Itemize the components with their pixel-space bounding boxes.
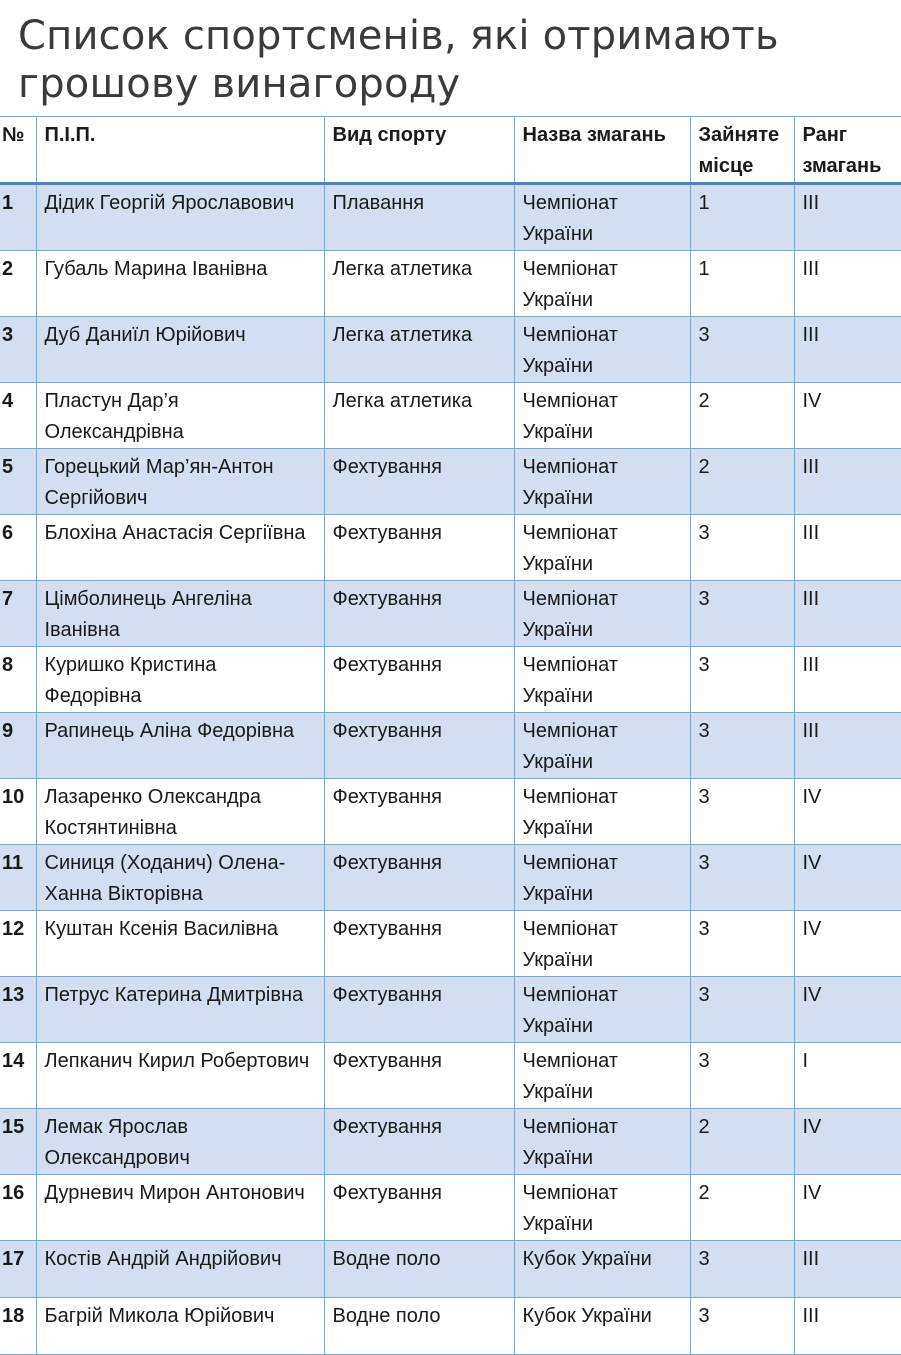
cell-name: Блохіна Анастасія Сергіївна xyxy=(36,515,324,581)
cell-sport: Фехтування xyxy=(324,779,514,845)
cell-name: Костів Андрій Андрійович xyxy=(36,1241,324,1298)
cell-competition: Кубок України xyxy=(514,1241,690,1298)
cell-competition: Чемпіонат України xyxy=(514,779,690,845)
cell-sport: Легка атлетика xyxy=(324,317,514,383)
table-row xyxy=(0,581,901,647)
cell-competition: Кубок України xyxy=(514,1298,690,1355)
cell-sport: Фехтування xyxy=(324,647,514,713)
cell-number: 14 xyxy=(0,1043,36,1109)
cell-number: 13 xyxy=(0,977,36,1043)
cell-competition: Чемпіонат України xyxy=(514,647,690,713)
column-header-competition: Назва змагань xyxy=(514,117,690,184)
cell-place: 3 xyxy=(690,317,794,383)
table-row xyxy=(0,515,901,581)
cell-place: 3 xyxy=(690,779,794,845)
cell-name: Петрус Катерина Дмитрівна xyxy=(36,977,324,1043)
cell-competition: Чемпіонат України xyxy=(514,1043,690,1109)
cell-name: Пластун Дар’я Олександрівна xyxy=(36,383,324,449)
cell-sport: Легка атлетика xyxy=(324,251,514,317)
cell-rank: III xyxy=(794,581,901,647)
cell-place: 3 xyxy=(690,911,794,977)
cell-number: 5 xyxy=(0,449,36,515)
cell-competition: Чемпіонат України xyxy=(514,977,690,1043)
cell-place: 2 xyxy=(690,1175,794,1241)
cell-rank: III xyxy=(794,1298,901,1355)
cell-number: 2 xyxy=(0,251,36,317)
table-row xyxy=(0,1298,901,1355)
cell-name: Багрій Микола Юрійович xyxy=(36,1298,324,1355)
cell-place: 3 xyxy=(690,713,794,779)
cell-number: 15 xyxy=(0,1109,36,1175)
column-header-place: Зайняте місце xyxy=(690,117,794,184)
cell-rank: I xyxy=(794,1043,901,1109)
cell-place: 3 xyxy=(690,515,794,581)
table-row xyxy=(0,845,901,911)
cell-name: Дуб Даниїл Юрійович xyxy=(36,317,324,383)
column-header-number: № xyxy=(0,117,36,184)
athletes-table xyxy=(0,116,901,1355)
cell-place: 3 xyxy=(690,977,794,1043)
cell-rank: III xyxy=(794,317,901,383)
table-body xyxy=(0,184,901,1355)
cell-rank: IV xyxy=(794,911,901,977)
cell-competition: Чемпіонат України xyxy=(514,581,690,647)
cell-name: Дурневич Мирон Антонович xyxy=(36,1175,324,1241)
cell-name: Цімболинець Ангеліна Іванівна xyxy=(36,581,324,647)
cell-number: 18 xyxy=(0,1298,36,1355)
cell-place: 3 xyxy=(690,1043,794,1109)
cell-name: Дідик Георгій Ярославович xyxy=(36,184,324,251)
cell-rank: IV xyxy=(794,383,901,449)
column-header-sport: Вид спорту xyxy=(324,117,514,184)
cell-competition: Чемпіонат України xyxy=(514,449,690,515)
table-row xyxy=(0,779,901,845)
cell-place: 3 xyxy=(690,647,794,713)
cell-name: Лемак Ярослав Олександрович xyxy=(36,1109,324,1175)
cell-name: Горецький Мар’ян-Антон Сергійович xyxy=(36,449,324,515)
cell-number: 3 xyxy=(0,317,36,383)
cell-sport: Фехтування xyxy=(324,713,514,779)
table-row xyxy=(0,911,901,977)
cell-number: 11 xyxy=(0,845,36,911)
cell-competition: Чемпіонат України xyxy=(514,713,690,779)
cell-sport: Фехтування xyxy=(324,1109,514,1175)
cell-competition: Чемпіонат України xyxy=(514,515,690,581)
cell-sport: Плавання xyxy=(324,184,514,251)
cell-sport: Фехтування xyxy=(324,911,514,977)
cell-place: 2 xyxy=(690,1109,794,1175)
cell-number: 16 xyxy=(0,1175,36,1241)
cell-sport: Водне поло xyxy=(324,1241,514,1298)
cell-number: 4 xyxy=(0,383,36,449)
cell-sport: Фехтування xyxy=(324,845,514,911)
cell-number: 9 xyxy=(0,713,36,779)
cell-place: 3 xyxy=(690,1241,794,1298)
cell-name: Губаль Марина Іванівна xyxy=(36,251,324,317)
table-row xyxy=(0,184,901,251)
cell-place: 1 xyxy=(690,184,794,251)
cell-place: 3 xyxy=(690,1298,794,1355)
cell-name: Куштан Ксенія Василівна xyxy=(36,911,324,977)
cell-name: Лазаренко Олександра Костянтинівна xyxy=(36,779,324,845)
cell-name: Рапинець Аліна Федорівна xyxy=(36,713,324,779)
cell-competition: Чемпіонат України xyxy=(514,383,690,449)
cell-rank: III xyxy=(794,713,901,779)
table-row xyxy=(0,317,901,383)
cell-rank: IV xyxy=(794,977,901,1043)
table-row xyxy=(0,1175,901,1241)
cell-sport: Фехтування xyxy=(324,1043,514,1109)
table-row xyxy=(0,383,901,449)
cell-number: 17 xyxy=(0,1241,36,1298)
column-header-rank: Ранг змагань xyxy=(794,117,901,184)
cell-sport: Фехтування xyxy=(324,1175,514,1241)
cell-competition: Чемпіонат України xyxy=(514,1175,690,1241)
cell-sport: Фехтування xyxy=(324,515,514,581)
cell-place: 1 xyxy=(690,251,794,317)
page-title: Список спортсменів, які отримають грошову винагороду xyxy=(18,13,779,107)
table-row xyxy=(0,1043,901,1109)
cell-rank: III xyxy=(794,1241,901,1298)
table-row xyxy=(0,449,901,515)
cell-rank: III xyxy=(794,515,901,581)
cell-place: 3 xyxy=(690,581,794,647)
cell-competition: Чемпіонат України xyxy=(514,1109,690,1175)
cell-number: 8 xyxy=(0,647,36,713)
cell-competition: Чемпіонат України xyxy=(514,845,690,911)
cell-rank: IV xyxy=(794,845,901,911)
cell-number: 12 xyxy=(0,911,36,977)
table-row xyxy=(0,647,901,713)
cell-place: 2 xyxy=(690,383,794,449)
cell-number: 1 xyxy=(0,184,36,251)
cell-number: 6 xyxy=(0,515,36,581)
cell-sport: Водне поло xyxy=(324,1298,514,1355)
cell-name: Лепканич Кирил Робертович xyxy=(36,1043,324,1109)
cell-name: Куришко Кристина Федорівна xyxy=(36,647,324,713)
table-header-row xyxy=(0,117,901,184)
cell-rank: III xyxy=(794,449,901,515)
table-row xyxy=(0,977,901,1043)
cell-sport: Фехтування xyxy=(324,449,514,515)
cell-competition: Чемпіонат України xyxy=(514,317,690,383)
cell-sport: Фехтування xyxy=(324,581,514,647)
cell-competition: Чемпіонат України xyxy=(514,184,690,251)
cell-rank: III xyxy=(794,251,901,317)
cell-number: 7 xyxy=(0,581,36,647)
cell-sport: Фехтування xyxy=(324,977,514,1043)
cell-rank: III xyxy=(794,647,901,713)
column-header-name: П.І.П. xyxy=(36,117,324,184)
cell-rank: IV xyxy=(794,1109,901,1175)
cell-rank: IV xyxy=(794,1175,901,1241)
cell-competition: Чемпіонат України xyxy=(514,251,690,317)
cell-place: 2 xyxy=(690,449,794,515)
cell-rank: IV xyxy=(794,779,901,845)
cell-sport: Легка атлетика xyxy=(324,383,514,449)
cell-number: 10 xyxy=(0,779,36,845)
cell-name: Синиця (Ходанич) Олена-Ханна Вікторівна xyxy=(36,845,324,911)
table-row xyxy=(0,1109,901,1175)
table-row xyxy=(0,251,901,317)
cell-competition: Чемпіонат України xyxy=(514,911,690,977)
cell-place: 3 xyxy=(690,845,794,911)
table-row xyxy=(0,1241,901,1298)
table-row xyxy=(0,713,901,779)
cell-rank: III xyxy=(794,184,901,251)
